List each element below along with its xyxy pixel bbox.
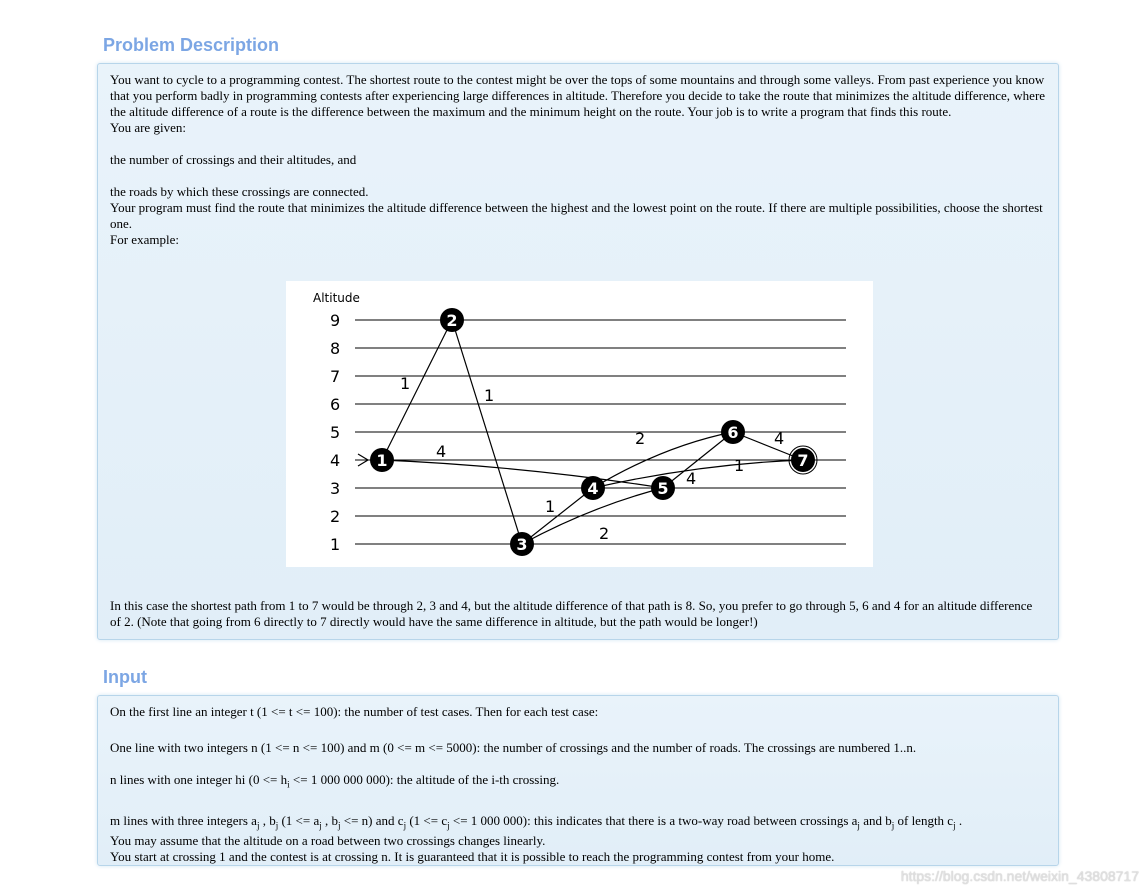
section-title-description: Problem Description xyxy=(103,35,280,55)
tick-label: 8 xyxy=(330,339,341,358)
edge-weight: 4 xyxy=(436,442,447,461)
edge-weight: 4 xyxy=(686,469,697,488)
input-line: On the first line an integer t (1 <= t <= 100): the number of test cases. Then for each test case: xyxy=(110,704,599,719)
paragraph: the number of crossings and their altitudes, and xyxy=(110,152,357,167)
input-box xyxy=(97,695,1059,866)
edge-weight: 1 xyxy=(734,456,745,475)
tick-label: 2 xyxy=(330,507,341,526)
tick-label: 4 xyxy=(330,451,341,470)
csdn-watermark: https://blog.csdn.net/weixin_43808717 xyxy=(900,868,1139,884)
crossing-label: 2 xyxy=(446,311,458,330)
crossing-label: 5 xyxy=(657,479,669,498)
input-line: n lines with one integer hi ($0 <= h_i <= 1$ 000 000 000): the altitude of the i-th crossing. xyxy=(110,772,560,790)
input-line: You start at crossing 1 and the contest is at crossing n. It is guaranteed that it is possible to reach the programming contest from your home. xyxy=(110,849,835,865)
paragraph: You want to cycle to a programming contest. The shortest route to the contest might be over the tops of some mountains and through some valleys. From past experience you know that you perform badly in programming contests after experiencing large differences in altitude. Therefore you decide to take the route that minimizes the altitude difference, where the altitude difference of a route is the difference between the maximum and the minimum height on the route. Your job is to write a program that finds this route. xyxy=(110,72,1046,119)
edge-weight: 2 xyxy=(635,429,646,448)
crossing-label: 6 xyxy=(727,423,739,442)
input-line: m lines with three integers $a_j$ , $b_j$ ($1 <= a_j$ , $b_j <= n$) and $c_j$ ($1 <= c_j <= 1$ 000 000): this indicates that there is a two-way road between crossings $a_j$ and $b_j$ of length $c_j$ . xyxy=(110,812,963,831)
crossing-label: 7 xyxy=(797,451,809,470)
y-axis-label: Altitude xyxy=(313,291,360,305)
crossing-label: 4 xyxy=(587,479,599,498)
paragraph: You are given: xyxy=(110,120,186,135)
crossing-label: 3 xyxy=(516,535,528,554)
edge-weight: 1 xyxy=(400,374,411,393)
edge-weight: 4 xyxy=(774,429,785,448)
road-edge xyxy=(382,460,663,488)
road-edge xyxy=(382,320,452,460)
road-edge xyxy=(593,460,803,488)
tick-label: 5 xyxy=(330,423,341,442)
tick-label: 9 xyxy=(330,311,341,330)
tick-label: 1 xyxy=(330,535,341,554)
paragraph: the roads by which these crossings are connected. xyxy=(110,184,369,199)
input-line: You may assume that the altitude on a road between two crossings changes linearly. xyxy=(110,833,546,849)
paragraph: In this case the shortest path from 1 to 7 would be through 2, 3 and 4, but the altitude difference of that path is 8. So, you prefer to go through 5, 6 and 4 for an altitude difference of 2. (Note that going from 6 directly to 7 directly would have the same difference in altitude, but the path would be longer!) xyxy=(110,598,1033,629)
altitude-graph-figure xyxy=(286,281,873,567)
edge-weight: 2 xyxy=(599,524,610,543)
paragraph: For example: xyxy=(110,232,179,247)
tick-label: 6 xyxy=(330,395,341,414)
input-line: One line with two integers n (1 <= n <= 100) and m (0 <= m <= 5000): the number of crossings and the number of roads. The crossings are numbered 1..n. xyxy=(110,740,917,755)
crossing-label: 1 xyxy=(376,451,388,470)
section-title-input: Input xyxy=(103,667,147,687)
paragraph: Your program must find the route that minimizes the altitude difference between the highest and the lowest point on the route. If there are multiple possibilities, choose the shortest one. xyxy=(110,200,1043,231)
tick-label: 7 xyxy=(330,367,341,386)
edge-weight: 1 xyxy=(484,386,495,405)
edge-weight: 1 xyxy=(545,497,556,516)
tick-label: 3 xyxy=(330,479,341,498)
